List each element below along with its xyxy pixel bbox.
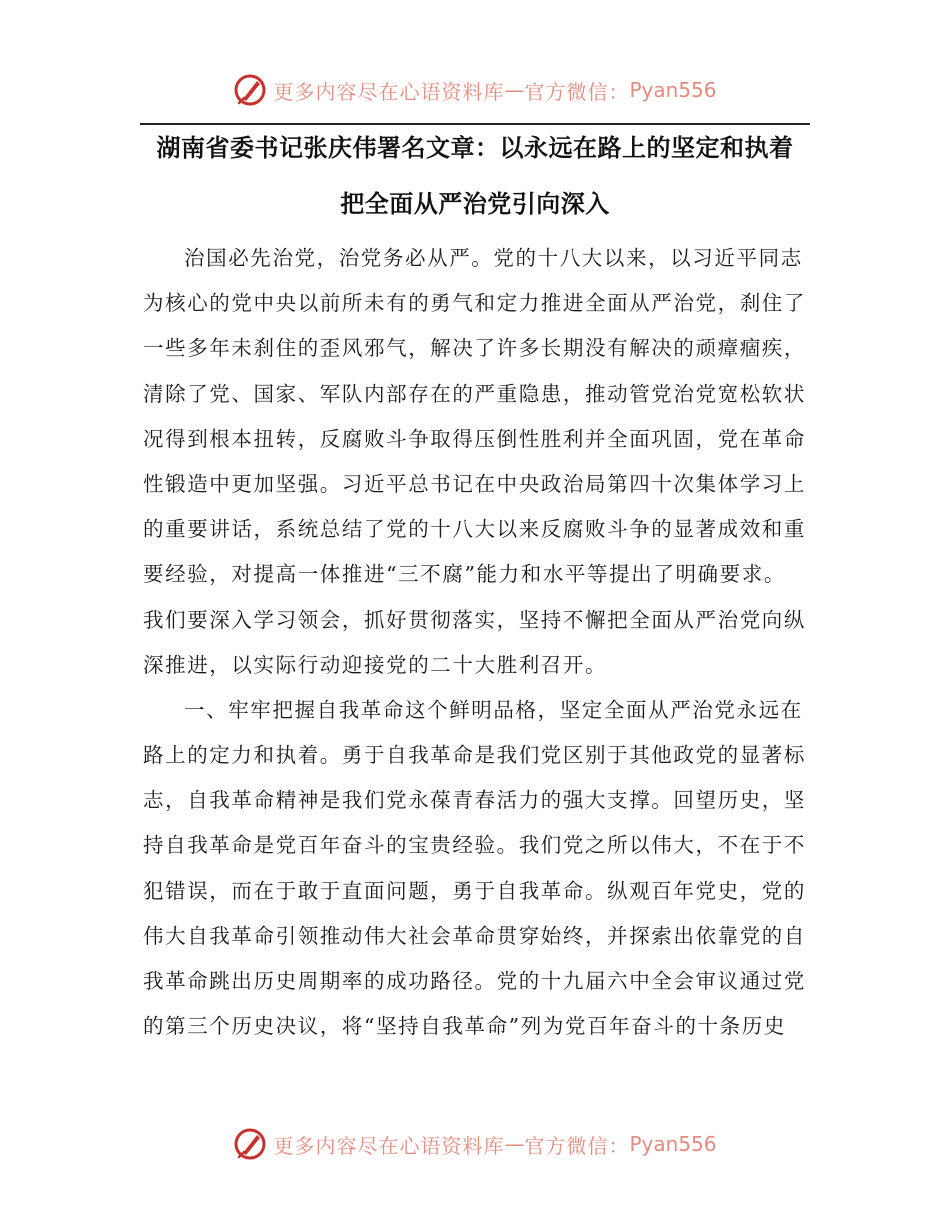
article-body bbox=[143, 236, 807, 1049]
body-line: 为核心的党中央以前所未有的勇气和定力推进全面从严治党，刹住了 bbox=[143, 291, 806, 316]
body-line: 伟大自我革命引领推动伟大社会革命贯穿始终，并探索出依靠党的自 bbox=[143, 923, 806, 948]
body-line: 况得到根本扭转，反腐败斗争取得压倒性胜利并全面巩固，党在革命 bbox=[143, 426, 806, 451]
banner-wechat-id: Pyan556 bbox=[629, 1132, 717, 1156]
header-divider bbox=[140, 123, 810, 125]
article-title-line-1: 湖南省委书记张庆伟署名文章：以永远在路上的坚定和执着 bbox=[156, 134, 794, 162]
body-line: 志，自我革命精神是我们党永葆青春活力的强大支撑。回望历史，坚 bbox=[143, 788, 806, 813]
banner-wechat-label: 官方微信： bbox=[524, 1133, 630, 1158]
body-line: 一、牢牢把握自我革命这个鲜明品格，坚定全面从严治党永远在 bbox=[184, 697, 803, 722]
quill-logo-icon bbox=[233, 73, 267, 107]
body-line: 持自我革命是党百年奋斗的宝贵经验。我们党之所以伟大，不在于不 bbox=[143, 833, 806, 858]
body-line: 一些多年未刹住的歪风邪气，解决了许多长期没有解决的顽瘴痼疾， bbox=[143, 336, 806, 361]
banner-separator: — bbox=[504, 78, 525, 102]
article-title-line-2: 把全面从严治党引向深入 bbox=[340, 190, 610, 218]
body-line: 的第三个历史决议，将“坚持自我革命”列为党百年奋斗的十条历史 bbox=[143, 1014, 786, 1039]
banner-slogan: 更多内容尽在心语资料库 bbox=[273, 79, 505, 104]
footer-banner bbox=[0, 1122, 950, 1166]
body-line: 路上的定力和执着。勇于自我革命是我们党区别于其他政党的显著标 bbox=[143, 743, 806, 768]
body-line: 性锻造中更加坚强。习近平总书记在中央政治局第四十次集体学习上 bbox=[143, 471, 806, 496]
body-line: 要经验，对提高一体推进“三不腐”能力和水平等提出了明确要求。 bbox=[143, 562, 786, 587]
body-line: 治国必先治党，治党务必从严。党的十八大以来，以习近平同志 bbox=[184, 246, 803, 270]
banner-slogan: 更多内容尽在心语资料库 bbox=[273, 1133, 505, 1158]
header-banner bbox=[0, 68, 950, 112]
banner-separator: — bbox=[504, 1132, 525, 1156]
banner-wechat-label: 官方微信： bbox=[524, 79, 630, 104]
body-line: 深推进，以实际行动迎接党的二十大胜利召开。 bbox=[143, 652, 608, 677]
quill-logo-icon bbox=[233, 1127, 267, 1161]
banner-wechat-id: Pyan556 bbox=[629, 78, 717, 102]
body-line: 我们要深入学习领会，抓好贯彻落实，坚持不懈把全面从严治党向纵 bbox=[143, 607, 806, 632]
body-line: 清除了党、国家、军队内部存在的严重隐患，推动管党治党宽松软状 bbox=[143, 381, 806, 406]
body-line: 我革命跳出历史周期率的成功路径。党的十九届六中全会审议通过党 bbox=[143, 969, 806, 993]
body-line: 的重要讲话，系统总结了党的十八大以来反腐败斗争的显著成效和重 bbox=[143, 517, 806, 542]
body-line: 犯错误，而在于敢于直面问题，勇于自我革命。纵观百年党史，党的 bbox=[143, 878, 806, 903]
